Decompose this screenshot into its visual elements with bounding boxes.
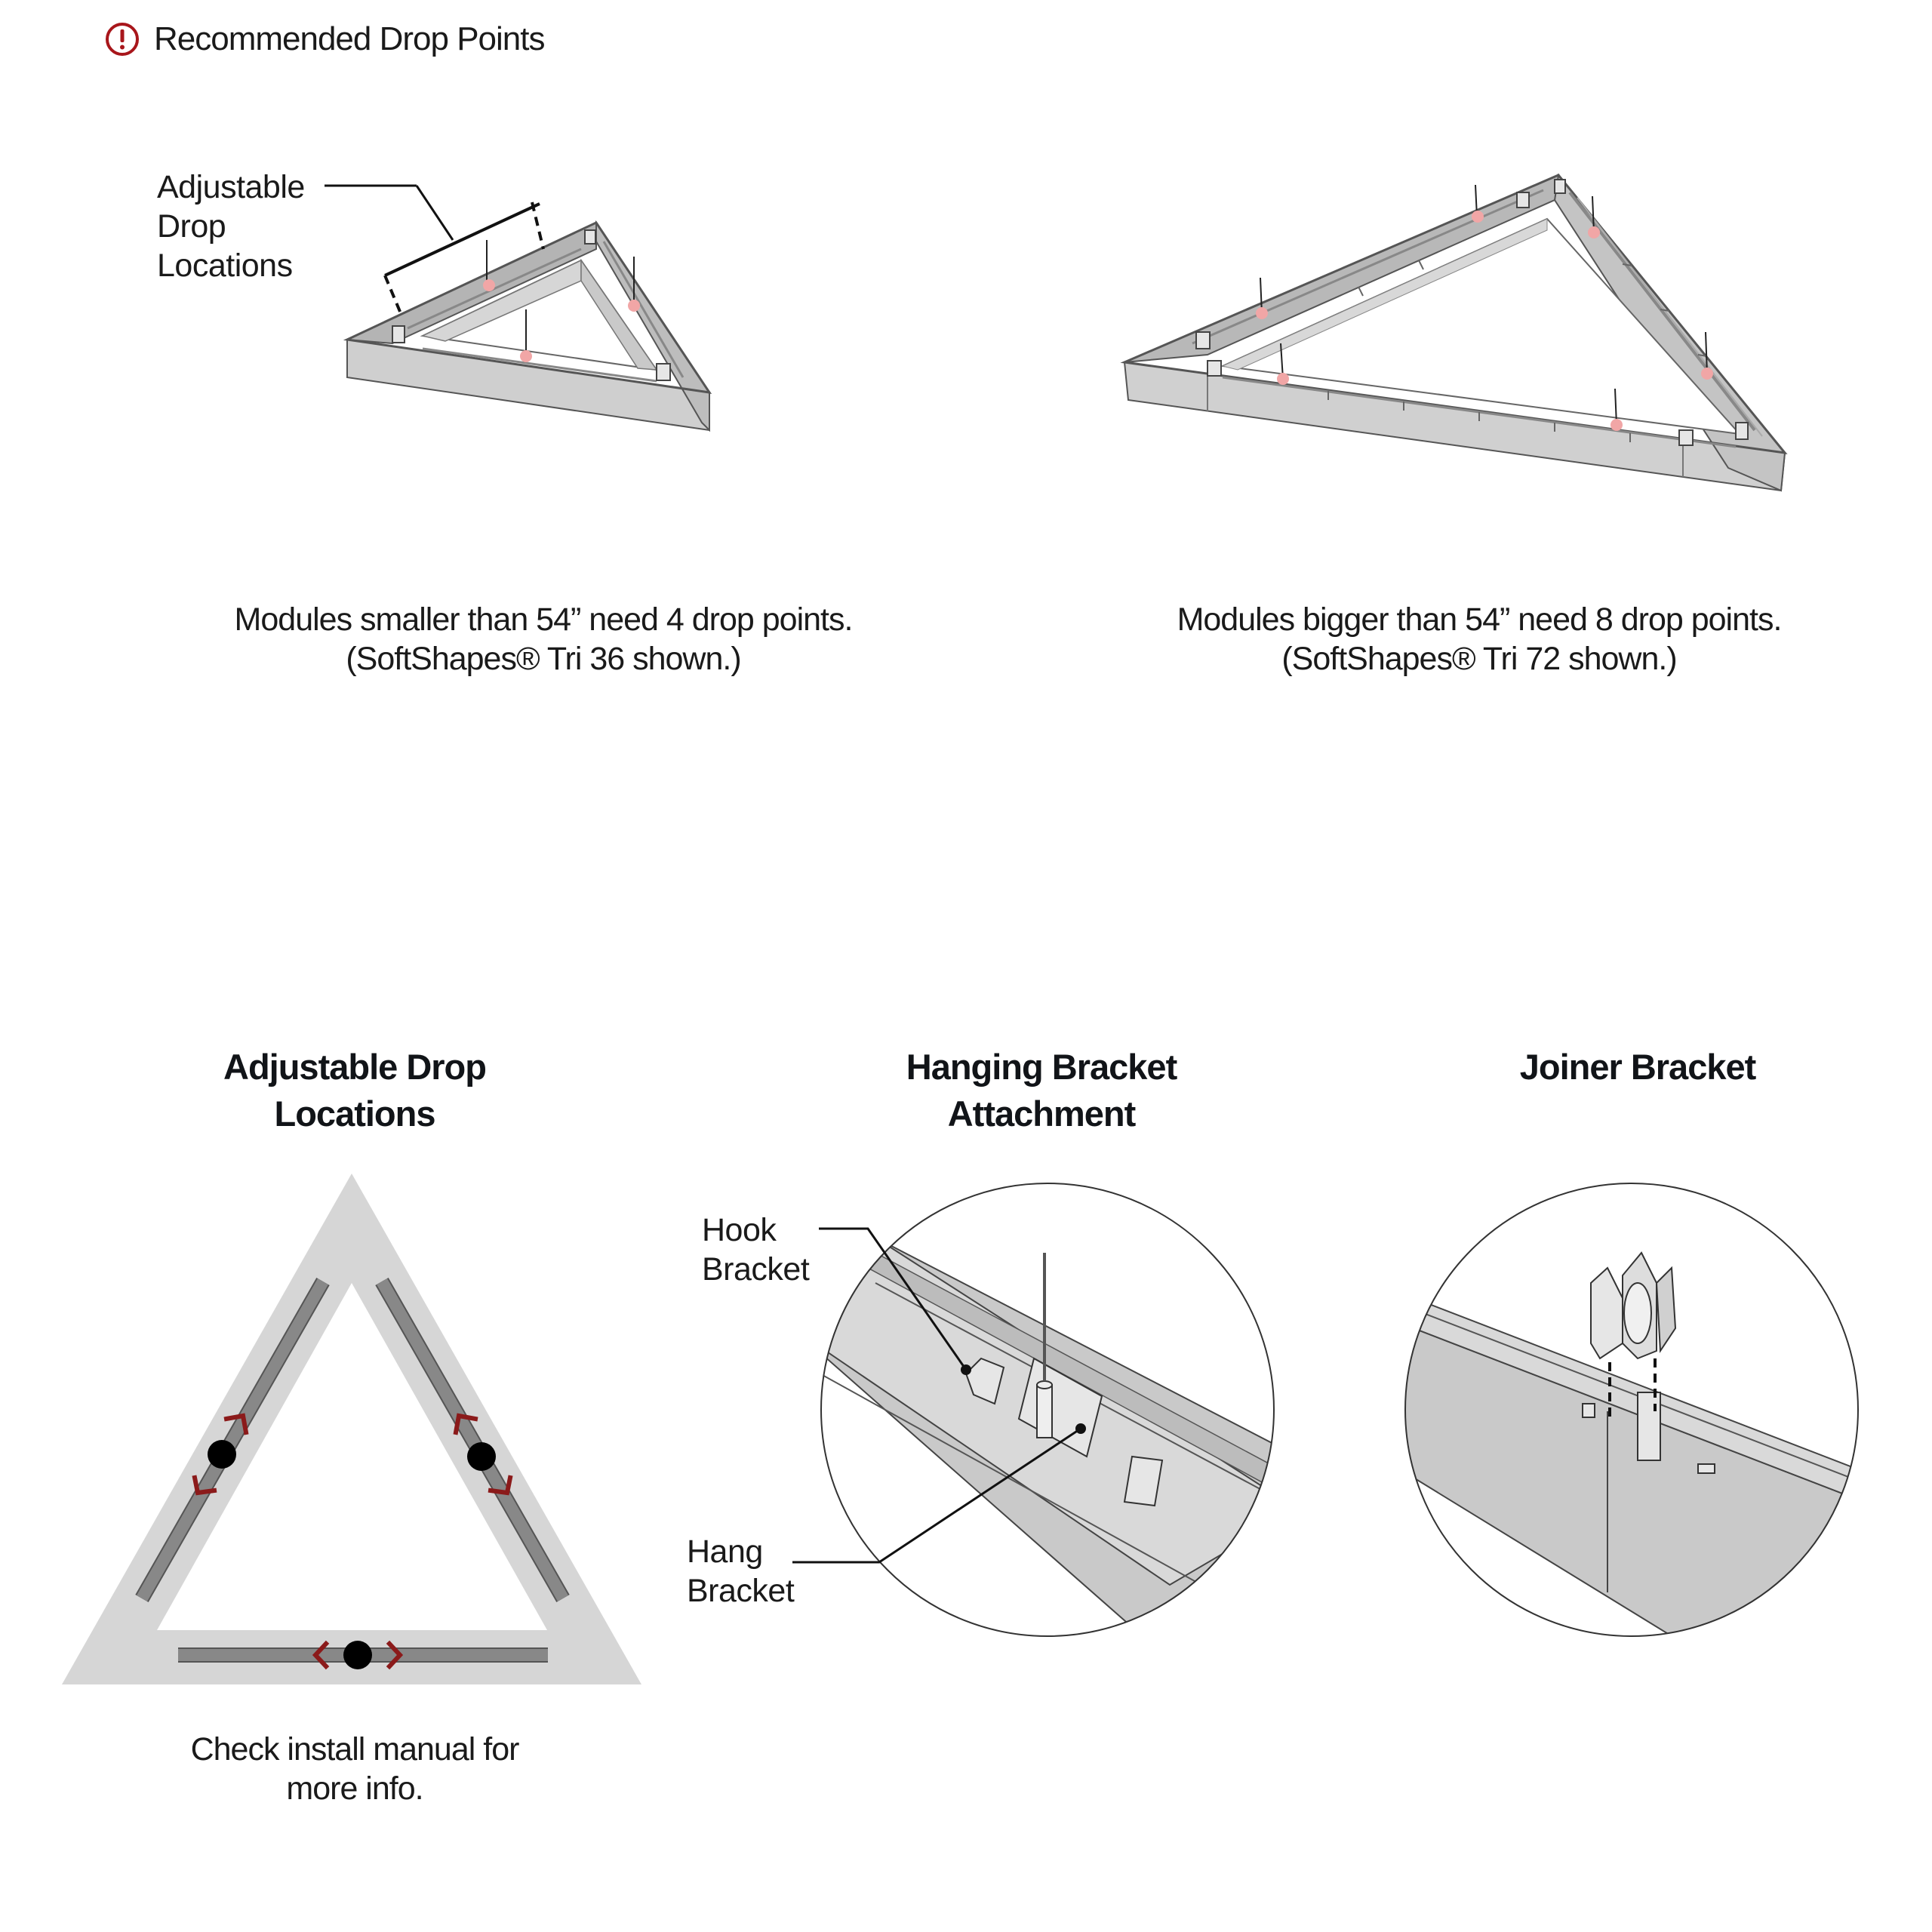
install-manual-note: Check install manual for more info. (190, 1731, 519, 1807)
hook-bracket-label: Hook Bracket (702, 1212, 810, 1287)
adjustable-drop-callout: Adjustable Drop Locations (157, 169, 305, 284)
joiner-bracket (1591, 1253, 1675, 1358)
page-title: Recommended Drop Points (154, 20, 545, 57)
hang-bracket-label: Hang Bracket (687, 1534, 795, 1609)
joiner-section-title: Joiner Bracket (1519, 1047, 1756, 1087)
hanging-section-title: Hanging Bracket Attachment (906, 1047, 1177, 1134)
small-module-caption: Modules smaller than 54” need 4 drop points. (SoftShapes® Tri 36 shown.) (234, 601, 853, 677)
adjustable-section-title: Adjustable Drop Locations (223, 1047, 486, 1134)
large-module-caption: Modules bigger than 54” need 8 drop points. (SoftShapes® Tri 72 shown.) (1177, 601, 1782, 677)
